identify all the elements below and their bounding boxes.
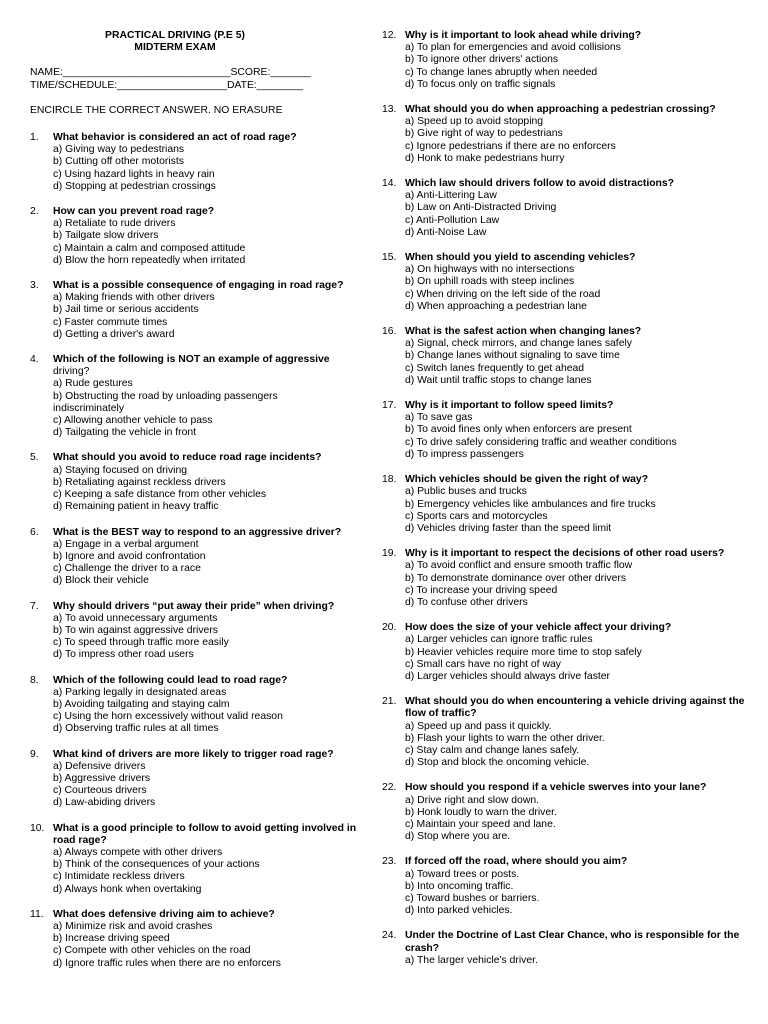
question-number: 7. xyxy=(30,600,39,612)
question-number: 10. xyxy=(30,822,45,834)
answer-choices xyxy=(405,190,747,239)
question-19 xyxy=(382,548,747,609)
left-column xyxy=(30,30,365,983)
answer-choice[interactable]: d) Stopping at pedestrian crossings xyxy=(53,180,216,192)
question-stem xyxy=(382,856,747,868)
answer-choice[interactable]: a) Parking legally in designated areas xyxy=(53,686,227,698)
question-number: 2. xyxy=(30,206,39,218)
questions-right xyxy=(382,30,747,967)
question-text: What is the safest action when changing lanes? xyxy=(405,326,642,338)
question-number: 19. xyxy=(382,548,397,560)
answer-choices xyxy=(53,465,365,514)
answer-choice[interactable]: d) When approaching a pedestrian lane xyxy=(405,300,587,312)
answer-choice[interactable]: c) Sports cars and motorcycles xyxy=(405,510,548,522)
answer-choice[interactable]: a) Making friends with other drivers xyxy=(53,292,215,304)
time-date-line[interactable]: TIME/SCHEDULE:___________________DATE:________ xyxy=(30,79,304,91)
answer-choice[interactable]: b) Obstructing the road by unloading passengers xyxy=(53,390,278,402)
question-stem xyxy=(30,675,365,687)
answer-choice[interactable]: d) Getting a driver's award xyxy=(53,328,175,340)
question-number: 16. xyxy=(382,326,397,338)
answer-choice[interactable]: c) Courteous drivers xyxy=(53,785,147,797)
question-text: What is a good principle to follow to avoid getting involved in road rage? xyxy=(53,822,357,846)
answer-choice[interactable]: c) To increase your driving speed xyxy=(405,584,558,596)
answer-choice[interactable]: c) Using hazard lights in heavy rain xyxy=(53,168,215,180)
question-text: What behavior is considered an act of road rage? xyxy=(53,132,297,144)
question-text: What is a possible consequence of engaging in road rage? xyxy=(53,280,344,292)
answer-choice[interactable]: d) Larger vehicles should always drive faster xyxy=(405,670,611,682)
question-stem xyxy=(30,909,365,921)
answer-choice[interactable]: a) Minimize risk and avoid crashes xyxy=(53,920,213,932)
question-stem xyxy=(30,601,365,613)
question-text: What should you do when approaching a pedestrian crossing? xyxy=(405,104,716,116)
answer-choices xyxy=(405,869,747,918)
answer-choice[interactable]: a) Rude gestures xyxy=(53,378,133,390)
question-number: 15. xyxy=(382,252,397,264)
answer-choice[interactable]: b) Ignore and avoid confrontation xyxy=(53,550,206,562)
answer-choices xyxy=(53,539,365,588)
answer-choice[interactable]: c) When driving on the left side of the road xyxy=(405,288,601,300)
question-number: 14. xyxy=(382,178,397,190)
answer-choices xyxy=(405,634,747,683)
question-text: Why is it important to look ahead while driving? xyxy=(405,30,642,41)
question-text: Under the Doctrine of Last Clear Chance, who is responsible for the crash? xyxy=(405,930,740,954)
answer-choice[interactable]: d) Always honk when overtaking xyxy=(53,883,202,895)
question-stem xyxy=(382,622,747,634)
answer-choice[interactable]: d) Anti-Noise Law xyxy=(405,226,487,238)
question-18 xyxy=(382,474,747,535)
question-stem xyxy=(30,132,365,144)
answer-choice[interactable]: a) Speed up and pass it quickly. xyxy=(405,720,552,732)
answer-choice[interactable]: a) Speed up to avoid stopping xyxy=(405,116,544,128)
answer-choice[interactable]: c) Small cars have no right of way xyxy=(405,658,561,670)
question-number: 9. xyxy=(30,748,39,760)
question-text: Which of the following could lead to road rage? xyxy=(53,674,288,686)
question-13 xyxy=(382,104,747,165)
question-14 xyxy=(382,178,747,239)
question-stem xyxy=(30,823,365,847)
questions-left xyxy=(30,132,365,970)
question-stem xyxy=(30,280,365,292)
answer-choices xyxy=(53,144,365,193)
question-number: 5. xyxy=(30,452,39,464)
answer-choices xyxy=(405,42,747,91)
question-11 xyxy=(30,909,365,970)
exam-header xyxy=(30,30,365,117)
question-text: Which law should drivers follow to avoid distractions? xyxy=(405,178,675,190)
question-23 xyxy=(382,856,747,917)
answer-choices xyxy=(53,366,365,439)
answer-choice[interactable]: d) To impress other road users xyxy=(53,649,194,661)
answer-choice[interactable]: b) Law on Anti-Distracted Driving xyxy=(405,202,557,214)
answer-choice[interactable]: b) Retaliating against reckless drivers xyxy=(53,476,226,488)
answer-choice[interactable]: a) Engage in a verbal argument xyxy=(53,538,199,550)
answer-choice[interactable]: b) To ignore other drivers' actions xyxy=(405,54,559,66)
answer-choice[interactable]: c) Maintain your speed and lane. xyxy=(405,818,556,830)
answer-choice[interactable]: c) Intimidate reckless drivers xyxy=(53,871,185,883)
answer-choice[interactable]: d) Tailgating the vehicle in front xyxy=(53,427,197,439)
name-score-line[interactable]: NAME:_____________________________SCORE:_______ xyxy=(30,67,311,79)
question-1 xyxy=(30,132,365,193)
question-number: 1. xyxy=(30,132,39,144)
answer-choice[interactable]: c) Toward bushes or barriers. xyxy=(405,892,540,904)
question-stem xyxy=(30,452,365,464)
answer-choice[interactable]: b) Jail time or serious accidents xyxy=(53,304,199,316)
answer-choice[interactable]: a) Signal, check mirrors, and change lanes safely xyxy=(405,338,632,350)
question-stem xyxy=(382,930,747,954)
answer-choice[interactable]: b) Honk loudly to warn the driver. xyxy=(405,806,557,818)
right-column xyxy=(382,30,747,980)
answer-choice[interactable]: a) To plan for emergencies and avoid collisions xyxy=(405,42,621,54)
exam-subtitle: MIDTERM EXAM xyxy=(134,42,216,54)
question-stem xyxy=(382,782,747,794)
answer-choice[interactable]: d) Ignore traffic rules when there are no enforcers xyxy=(53,957,281,969)
question-text: What kind of drivers are more likely to trigger road rage? xyxy=(53,748,334,760)
answer-choices xyxy=(53,921,365,970)
answer-choice[interactable]: a) On highways with no intersections xyxy=(405,264,575,276)
question-text: What is the BEST way to respond to an aggressive driver? xyxy=(53,526,342,538)
answer-choices xyxy=(405,264,747,313)
question-text: What should you do when encountering a vehicle driving against the flow of traffic? xyxy=(405,696,745,720)
answer-choice[interactable]: d) Observing traffic rules at all times xyxy=(53,723,219,735)
question-text: Why is it important to respect the decisions of other road users? xyxy=(405,548,725,560)
instructions: ENCIRCLE THE CORRECT ANSWER. NO ERASURE xyxy=(30,104,283,116)
question-stem xyxy=(382,178,747,190)
answer-choices xyxy=(405,721,747,770)
answer-choice[interactable]: c) Challenge the driver to a race xyxy=(53,563,201,575)
answer-choice[interactable]: a) Drive right and slow down. xyxy=(405,794,539,806)
answer-choice[interactable]: d) Block their vehicle xyxy=(53,575,149,587)
answer-choice[interactable]: c) Maintain a calm and composed attitude xyxy=(53,242,246,254)
answer-choices xyxy=(53,761,365,810)
question-number: 21. xyxy=(382,696,397,708)
question-number: 8. xyxy=(30,674,39,686)
question-stem xyxy=(382,252,747,264)
answer-choices xyxy=(405,955,747,967)
answer-choice[interactable]: b) Increase driving speed xyxy=(53,933,170,945)
answer-choice[interactable]: b) Aggressive drivers xyxy=(53,772,151,784)
answer-choice[interactable]: d) To impress passengers xyxy=(405,448,524,460)
question-22 xyxy=(382,782,747,843)
answer-choice[interactable]: a) Giving way to pedestrians xyxy=(53,144,185,156)
question-number: 11. xyxy=(30,908,44,920)
question-number: 3. xyxy=(30,280,39,292)
question-text: How should you respond if a vehicle swerves into your lane? xyxy=(405,782,707,794)
answer-choice[interactable]: a) To avoid unnecessary arguments xyxy=(53,612,218,624)
answer-choice[interactable]: b) Flash your lights to warn the other driver. xyxy=(405,732,605,744)
question-15 xyxy=(382,252,747,313)
question-stem xyxy=(30,206,365,218)
answer-choice[interactable]: d) To confuse other drivers xyxy=(405,596,528,608)
answer-choices xyxy=(53,292,365,341)
answer-choice[interactable]: a) Toward trees or posts. xyxy=(405,868,520,880)
question-number: 4. xyxy=(30,354,39,366)
question-21 xyxy=(382,696,747,769)
answer-choices xyxy=(405,412,747,461)
answer-choices xyxy=(53,847,365,896)
answer-choice[interactable]: a) Retaliate to rude drivers xyxy=(53,218,176,230)
answer-choice[interactable]: b) To win against aggressive drivers xyxy=(53,624,218,636)
question-17 xyxy=(382,400,747,461)
answer-choice[interactable]: d) Law-abiding drivers xyxy=(53,797,156,809)
answer-choice[interactable]: a) Larger vehicles can ignore traffic rules xyxy=(405,634,593,646)
question-number: 12. xyxy=(382,30,397,41)
answer-choice[interactable]: c) Keeping a safe distance from other vehicles xyxy=(53,489,267,501)
answer-choices xyxy=(405,795,747,844)
answer-choice[interactable]: a) Anti-Littering Law xyxy=(405,190,497,202)
answer-choice[interactable]: b) Tailgate slow drivers xyxy=(53,230,159,242)
question-5 xyxy=(30,452,365,513)
question-24 xyxy=(382,930,747,967)
question-2 xyxy=(30,206,365,267)
answer-choice[interactable]: a) To avoid conflict and ensure smooth traffic flow xyxy=(405,560,633,572)
question-stem xyxy=(30,354,365,366)
answer-choice[interactable]: c) Stay calm and change lanes safely. xyxy=(405,744,580,756)
answer-choices xyxy=(405,338,747,387)
question-4 xyxy=(30,354,365,439)
question-stem xyxy=(382,548,747,560)
answer-choice[interactable]: b) Into oncoming traffic. xyxy=(405,880,514,892)
question-3 xyxy=(30,280,365,341)
answer-choice[interactable]: c) Switch lanes frequently to get ahead xyxy=(405,362,585,374)
answer-choice[interactable]: c) Using the horn excessively without valid reason xyxy=(53,711,283,723)
question-text-continuation: driving? xyxy=(53,366,90,378)
answer-choices xyxy=(405,486,747,535)
question-20 xyxy=(382,622,747,683)
exam-title: PRACTICAL DRIVING (P.E 5) xyxy=(105,30,245,41)
question-number: 13. xyxy=(382,104,397,116)
answer-choice[interactable]: b) To demonstrate dominance over other drivers xyxy=(405,572,627,584)
question-text: If forced off the road, where should you aim? xyxy=(405,856,628,868)
question-text: What does defensive driving aim to achieve? xyxy=(53,908,275,920)
question-stem xyxy=(382,30,747,42)
answer-choice[interactable]: b) Avoiding tailgating and staying calm xyxy=(53,698,230,710)
answer-choice[interactable]: a) Always compete with other drivers xyxy=(53,846,223,858)
answer-choice[interactable]: d) Stop where you are. xyxy=(405,831,511,843)
question-number: 20. xyxy=(382,622,397,634)
question-text: Why is it important to follow speed limits? xyxy=(405,400,614,412)
answer-choice[interactable]: b) Give right of way to pedestrians xyxy=(405,128,563,140)
question-7 xyxy=(30,601,365,662)
answer-choice[interactable]: c) Faster commute times xyxy=(53,316,168,328)
answer-choice[interactable]: c) Ignore pedestrians if there are no enforcers xyxy=(405,140,616,152)
question-stem xyxy=(30,749,365,761)
question-6 xyxy=(30,527,365,588)
question-12 xyxy=(382,30,747,91)
answer-choice[interactable]: a) Staying focused on driving xyxy=(53,464,188,476)
answer-choice[interactable]: c) To change lanes abruptly when needed xyxy=(405,66,598,78)
answer-choice[interactable]: d) Wait until traffic stops to change lanes xyxy=(405,374,592,386)
answer-choice[interactable]: b) On uphill roads with steep inclines xyxy=(405,276,575,288)
answer-choice[interactable]: b) Heavier vehicles require more time to stop safely xyxy=(405,646,642,658)
answer-choice[interactable]: a) The larger vehicle's driver. xyxy=(405,954,538,966)
answer-choice[interactable]: d) Remaining patient in heavy traffic xyxy=(53,501,219,513)
answer-choice[interactable]: c) Compete with other vehicles on the road xyxy=(53,945,251,957)
question-number: 17. xyxy=(382,400,397,412)
answer-choice[interactable]: c) Anti-Pollution Law xyxy=(405,214,500,226)
answer-choices xyxy=(53,613,365,662)
question-stem xyxy=(382,696,747,720)
question-stem xyxy=(382,474,747,486)
question-9 xyxy=(30,749,365,810)
answer-choice[interactable]: c) To drive safely considering traffic and weather conditions xyxy=(405,436,677,448)
question-stem xyxy=(382,400,747,412)
question-number: 18. xyxy=(382,474,397,486)
answer-choice[interactable]: b) Change lanes without signaling to save time xyxy=(405,350,620,362)
question-stem xyxy=(382,104,747,116)
answer-choice[interactable]: d) Blow the horn repeatedly when irritated xyxy=(53,254,246,266)
question-number: 24. xyxy=(382,930,397,942)
answer-choice[interactable]: a) Defensive drivers xyxy=(53,760,146,772)
question-text: Which vehicles should be given the right of way? xyxy=(405,474,649,486)
question-10 xyxy=(30,823,365,896)
answer-choices xyxy=(405,116,747,165)
answer-choices xyxy=(405,560,747,609)
question-text: What should you avoid to reduce road rage incidents? xyxy=(53,452,322,464)
answer-choice[interactable]: d) To focus only on traffic signals xyxy=(405,78,556,90)
question-stem xyxy=(30,527,365,539)
answer-choice[interactable]: d) Into parked vehicles. xyxy=(405,905,513,917)
answer-choice[interactable]: b) Cutting off other motorists xyxy=(53,156,184,168)
question-text: How can you prevent road rage? xyxy=(53,206,215,218)
question-16 xyxy=(382,326,747,387)
question-8 xyxy=(30,675,365,736)
question-stem xyxy=(382,326,747,338)
question-text: Why should drivers “put away their pride” when driving? xyxy=(53,600,335,612)
answer-choice[interactable]: c) To speed through traffic more easily xyxy=(53,637,229,649)
answer-choice[interactable]: indiscriminately xyxy=(53,402,125,414)
answer-choice[interactable]: b) Think of the consequences of your actions xyxy=(53,859,260,871)
answer-choice[interactable]: d) Honk to make pedestrians hurry xyxy=(405,152,565,164)
question-text: How does the size of your vehicle affect your driving? xyxy=(405,622,672,634)
answer-choice[interactable]: c) Allowing another vehicle to pass xyxy=(53,415,213,427)
answer-choice[interactable]: a) To save gas xyxy=(405,412,473,424)
answer-choice[interactable]: d) Stop and block the oncoming vehicle. xyxy=(405,757,590,769)
question-number: 22. xyxy=(382,782,397,794)
question-number: 6. xyxy=(30,526,39,538)
answer-choice[interactable]: b) Emergency vehicles like ambulances and fire trucks xyxy=(405,498,656,510)
answer-choice[interactable]: a) Public buses and trucks xyxy=(405,486,527,498)
question-text: Which of the following is NOT an example of aggressive xyxy=(53,354,330,366)
question-number: 23. xyxy=(382,856,397,868)
answer-choice[interactable]: d) Vehicles driving faster than the speed limit xyxy=(405,522,612,534)
question-text: When should you yield to ascending vehicles? xyxy=(405,252,636,264)
answer-choices xyxy=(53,687,365,736)
answer-choice[interactable]: b) To avoid fines only when enforcers are present xyxy=(405,424,632,436)
answer-choices xyxy=(53,218,365,267)
